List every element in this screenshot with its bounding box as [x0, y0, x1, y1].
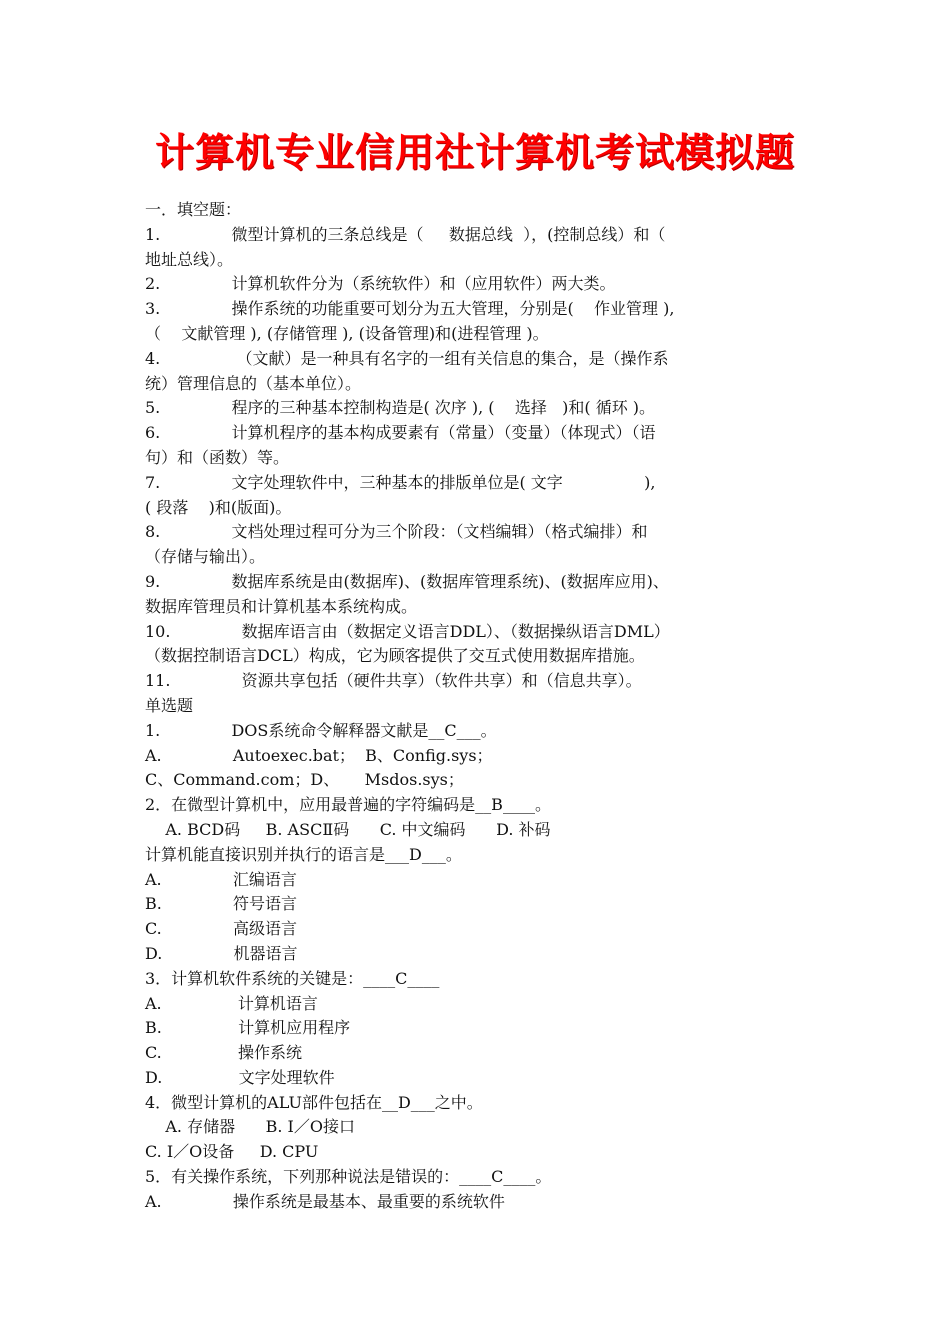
text-line: 一．填空题：	[145, 200, 242, 219]
text-line: （ 文献管理 ), (存储管理 ), (设备管理)和(进程管理 )。	[145, 323, 549, 343]
text-line: D. 机器语言	[145, 943, 298, 963]
text-line: 句）和（函数）等。	[145, 447, 290, 467]
text-line: A. BCD码 B. ASCⅡ码 C. 中文编码 D. 补码	[145, 819, 551, 839]
text-line: A. 计算机语言	[145, 993, 318, 1013]
text-line: B. 计算机应用程序	[145, 1018, 351, 1038]
text-line: 数据库管理员和计算机基本系统构成。	[145, 596, 418, 616]
document-title: 计算机专业信用社计算机考试模拟题	[154, 130, 795, 176]
text-line: C. I／O设备 D. CPU	[145, 1142, 319, 1162]
text-line: （存储与输出）。	[145, 547, 266, 567]
text-line: 3．计算机软件系统的关键是：____C____	[145, 968, 440, 988]
text-line: A. 操作系统是最基本、最重要的系统软件	[145, 1191, 505, 1211]
text-line: A. 汇编语言	[145, 869, 297, 889]
text-line: 4．微型计算机的ALU部件包括在__D___之中。	[145, 1092, 483, 1112]
text-line: （数据控制语言DCL）构成，它为顾客提供了交互式使用数据库措施。	[145, 646, 645, 666]
text-line: B. 符号语言	[145, 894, 298, 914]
text-line: 2．在微型计算机中，应用最普遍的字符编码是__B____。	[145, 795, 551, 815]
text-line: 5．有关操作系统，下列那种说法是错误的：____C____。	[145, 1167, 552, 1187]
text-line: 10. 数据库语言由（数据定义语言DDL）、（数据操纵语言DML）	[145, 621, 670, 641]
text-line: 计算机能直接识别并执行的语言是___D___。	[145, 844, 462, 864]
text-line: C. 操作系统	[145, 1043, 303, 1063]
text-line: 8. 文档处理过程可分为三个阶段：（文档编辑）（格式编排）和	[145, 522, 648, 542]
text-line: A. Autoexec.bat； B、Config.sys；	[145, 745, 493, 765]
text-line: 7. 文字处理软件中，三种基本的排版单位是( 文字 ),	[145, 472, 656, 492]
text-line: C、Command.com；D、 Msdos.sys；	[145, 770, 464, 790]
text-line: ( 段落 )和(版面)。	[145, 497, 292, 517]
text-line: 3. 操作系统的功能重要可划分为五大管理，分别是( 作业管理 ),	[145, 299, 675, 319]
text-line: A. 存储器 B. I／O接口	[145, 1117, 355, 1137]
text-line: D. 文字处理软件	[145, 1067, 335, 1087]
text-line: 统）管理信息的（基本单位）。	[145, 373, 362, 393]
text-line: 2. 计算机软件分为（系统软件）和（应用软件）两大类。	[145, 274, 616, 294]
text-line: 单选题	[145, 695, 194, 715]
text-line: C. 高级语言	[145, 919, 297, 939]
text-line: 9. 数据库系统是由(数据库)、(数据库管理系统)、(数据库应用)、	[145, 571, 669, 591]
text-line: 1. DOS系统命令解释器文献是__C___。	[145, 720, 497, 740]
text-line: 地址总线）。	[145, 249, 234, 269]
text-line: 4. （文献）是一种具有名字的一组有关信息的集合，是（操作系	[145, 348, 669, 368]
document-body	[145, 198, 825, 1215]
text-line: 11. 资源共享包括（硬件共享）（软件共享）和（信息共享）。	[145, 671, 642, 691]
text-line: 5. 程序的三种基本控制构造是( 次序 ), ( 选择 )和( 循环 )。	[145, 398, 656, 418]
text-line: 6. 计算机程序的基本构成要素有（常量）（变量）（体现式）（语	[145, 423, 656, 443]
text-line: 1. 微型计算机的三条总线是（ 数据总线 ），(控制总线）和（	[145, 224, 666, 244]
